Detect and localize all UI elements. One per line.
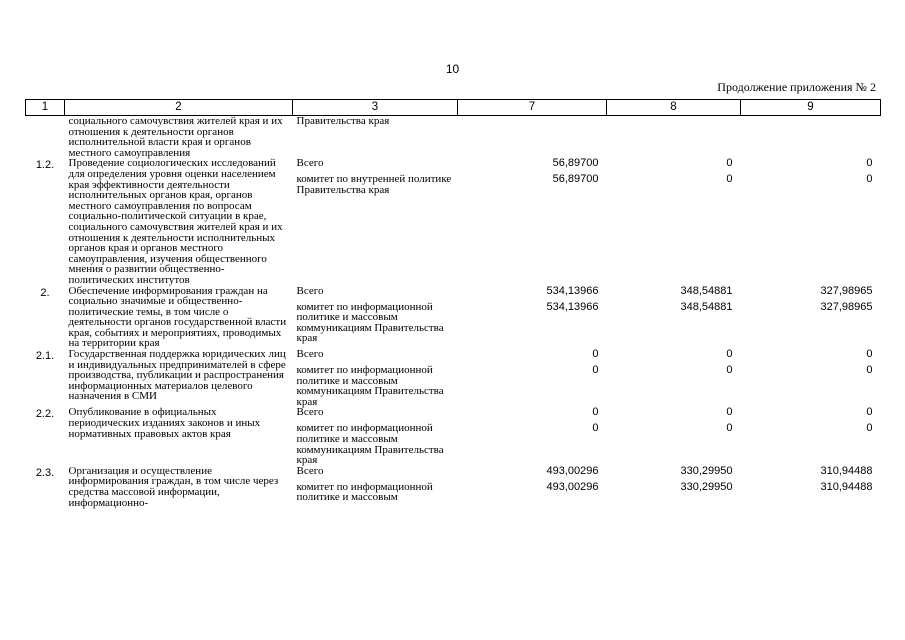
executor-name: комитет по информационной политике и массовым коммуникациям Правительства края [296, 422, 444, 467]
row-value-col8 [607, 286, 741, 350]
value-executor: 0 [726, 173, 733, 186]
value-executor: 0 [592, 422, 599, 435]
table-row [26, 349, 881, 407]
row-name: Опубликование в официальных периодических изданиях законов и иных нормативных правовых актов края [68, 406, 261, 440]
value-executor: 0 [866, 173, 873, 186]
row-executor [293, 407, 458, 465]
header-row [26, 100, 881, 116]
value-total: 0 [866, 348, 873, 361]
row-executor [293, 116, 458, 159]
row-number: 2.3. [35, 466, 55, 479]
header-col-1: 1 [26, 100, 65, 116]
value-executor: 0 [726, 422, 733, 435]
executor-name: комитет по информационной политике и массовым коммуникациям Правительства края [296, 300, 444, 345]
value-total: 0 [592, 348, 599, 361]
value-total: 493,00296 [546, 464, 599, 477]
executor-name: комитет по внутренней политике Правительства края [296, 173, 452, 196]
value-executor: 56,89700 [552, 173, 599, 186]
row-executor [293, 286, 458, 350]
value-total: 310,94488 [820, 464, 873, 477]
value-total: 0 [726, 348, 733, 361]
value-executor: 327,98965 [820, 300, 873, 313]
row-value-col9 [741, 466, 881, 508]
value-total: 0 [866, 157, 873, 170]
value-total: 0 [726, 406, 733, 419]
row-value-col8 [607, 116, 741, 159]
row-name: социального самочувствия жителей края и их отношения к деятельности органов исполнительной власти края и органов местного самоуправления [68, 115, 283, 159]
row-value-col7 [458, 116, 607, 159]
executor-name: комитет по информационной политике и массовым [296, 480, 433, 504]
row-value-col9 [741, 286, 881, 350]
table-row [26, 466, 881, 508]
row-name: Обеспечение информирования граждан на социально значимые и общественно-политические темы, в том числе о деятельности органов государственной власти края, событиях и мероприятиях, проводимых на территории края [68, 284, 287, 350]
row-value-col7 [458, 349, 607, 407]
value-total: 56,89700 [552, 157, 599, 170]
executor-name: комитет по информационной политике и массовым коммуникациям Правительства края [296, 364, 444, 408]
value-executor: 330,29950 [680, 480, 733, 493]
header-col-7: 7 [458, 100, 607, 116]
value-total: 0 [866, 406, 873, 419]
row-value-col7 [458, 466, 607, 508]
header-col-2: 2 [65, 100, 293, 116]
appendix-continuation-note: Продолжение приложения № 2 [717, 80, 876, 94]
row-executor [293, 158, 458, 285]
value-executor: 310,94488 [820, 480, 873, 493]
executor-total-label: Всего [296, 157, 324, 170]
row-value-col7 [458, 407, 607, 465]
executor-total-label: Всего [296, 406, 324, 419]
row-number: 2.1. [35, 350, 55, 363]
header-col-3: 3 [293, 100, 458, 116]
value-total: 330,29950 [680, 464, 733, 477]
value-executor: 0 [866, 364, 873, 377]
page-number: 10 [445, 62, 460, 76]
value-executor: 534,13966 [546, 300, 599, 313]
value-executor: 348,54881 [680, 300, 733, 313]
value-executor: 0 [592, 364, 599, 377]
header-col-9: 9 [741, 100, 881, 116]
row-value-col8 [607, 466, 741, 508]
header-col-8: 8 [607, 100, 741, 116]
row-value-col9 [741, 158, 881, 285]
value-executor: 0 [726, 364, 733, 377]
row-value-col7 [458, 158, 607, 285]
row-number [26, 116, 65, 159]
table-row [26, 407, 881, 465]
value-total: 327,98965 [820, 284, 873, 297]
table-row [26, 286, 881, 350]
row-name: Проведение социологических исследований для определения уровня оценки населением края эффективности деятельности исполнительных органов края, органов местного самоуправления по вопросам социально-политической ситуации в крае, социального самочувствия жителей края и их отношения к деятельности исполнительных органов края и органов местного самоуправления, изучения общественного мнения о развитии общественно-политических институтов [68, 157, 283, 286]
row-name: Организация и осуществление информирования граждан, в том числе через средства массовой информации, информационно- [68, 464, 279, 509]
row-name: Государственная поддержка юридических лиц и индивидуальных предпринимателей в сфере производства, публикации и распространения информационных материалов целевого назначения в СМИ [68, 348, 286, 403]
executor-total-label: Всего [296, 284, 324, 297]
row-value-col8 [607, 407, 741, 465]
table-header [26, 100, 881, 116]
row-number: 2.2. [35, 408, 55, 421]
row-value-col9 [741, 349, 881, 407]
table-body [26, 116, 881, 509]
value-total: 534,13966 [546, 284, 599, 297]
row-value-col7 [458, 286, 607, 350]
row-value-col8 [607, 158, 741, 285]
row-executor [293, 466, 458, 508]
row-executor [293, 349, 458, 407]
executor-name: Правительства края [296, 115, 390, 127]
value-total: 0 [726, 157, 733, 170]
table-row [26, 116, 881, 159]
row-value-col9 [741, 407, 881, 465]
value-total: 0 [592, 406, 599, 419]
row-number: 1.2. [35, 159, 55, 172]
row-value-col8 [607, 349, 741, 407]
value-executor: 0 [866, 422, 873, 435]
row-value-col9 [741, 116, 881, 159]
executor-total-label: Всего [296, 464, 324, 477]
value-executor: 493,00296 [546, 480, 599, 493]
table-row [26, 158, 881, 285]
row-number: 2. [40, 286, 50, 299]
value-total: 348,54881 [680, 284, 733, 297]
budget-table [25, 99, 881, 508]
executor-total-label: Всего [296, 348, 324, 361]
